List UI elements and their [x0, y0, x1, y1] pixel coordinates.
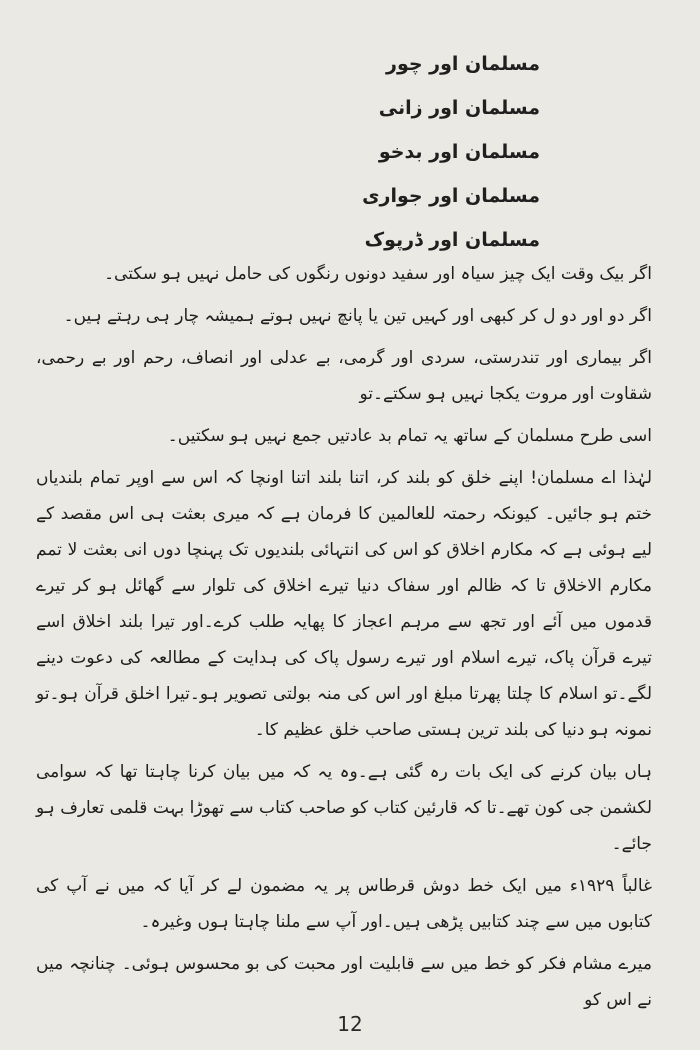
- body-text: [36, 256, 652, 1024]
- paragraph: لہٰذا اے مسلمان! اپنے خلق کو بلند کر، اتنا بلند اتنا اونچا کہ اس سے اوپر تمام بلندیاں ختم ہو جائیں۔ کیونکہ رحمتہ للعالمین کا فرمان ہے کہ میری بعثت ہی اس مقصد کے لیے ہوئی ہے کہ مکارم اخلاق کو اس کی انتہائی بلندیوں تک پہنچا دوں انی بعثت لا تمم مکارم الاخلاق تا کہ ظالم اور سفاک دنیا تیرے اخلاق کی تلوار سے گھائل ہو کر تیرے قدموں میں آئے اور تجھ سے مرہم اعجاز کا پھایہ طلب کرے۔اور تیرا بلند اخلاق اسے تیرے قرآن پاک، تیرے اسلام اور تیرے رسول پاک کی ہدایت کے مطالعہ کی دعوت دینے لگے۔تو اسلام کا چلتا پھرتا مبلغ اور اس کی منہ بولتی تصویر ہو۔تیرا اخلق قرآن ہو۔تو نمونہ ہو دنیا کی بلند ترین ہستی صاحب خلق عظیم کا۔: [36, 468, 652, 740]
- page-number: 12: [337, 1012, 363, 1036]
- paragraph: میرے مشام فکر کو خط میں سے قابلیت اور محبت کی بو محسوس ہوئی۔ چنانچہ میں نے اس کو: [36, 954, 652, 1010]
- list-item: مسلمان اور بدخو: [378, 141, 540, 163]
- list-item: مسلمان اور ڈرپوک: [364, 229, 540, 251]
- paragraph: ہاں بیان کرنے کی ایک بات رہ گئی ہے۔وہ یہ کہ میں بیان کرنا چاہتا تھا کہ سوامی لکشمن جی کون تھے۔تا کہ قارئین کتاب کو صاحب کتاب سے تھوڑا بہت قلمی تعارف ہو جائے۔: [36, 762, 652, 854]
- paragraph: اگر دو اور دو ل کر کبھی اور کہیں تین یا پانچ نہیں ہوتے ہمیشہ چار ہی رہتے ہیں۔: [63, 306, 652, 326]
- paragraph: غالباً ۱۹۲۹ء میں ایک خط دوش قرطاس پر یہ مضمون لے کر آیا کہ میں نے آپ کی کتابوں میں سے چند کتابیں پڑھی ہیں۔اور آپ سے ملنا چاہتا ہوں وغیرہ۔: [36, 876, 652, 932]
- list-item: مسلمان اور چور: [386, 53, 540, 75]
- list-item: مسلمان اور جواری: [362, 185, 540, 207]
- paragraph: اسی طرح مسلمان کے ساتھ یہ تمام بد عادتیں جمع نہیں ہو سکتیں۔: [167, 426, 652, 446]
- heading-list: [240, 42, 540, 262]
- paragraph: اگر بیماری اور تندرستی، سردی اور گرمی، بے عدلی اور انصاف، رحم اور بے رحمی، شقاوت اور مروت یکجا نہیں ہو سکتے۔تو: [36, 348, 652, 404]
- paragraph: اگر بیک وقت ایک چیز سیاہ اور سفید دونوں رنگوں کی حامل نہیں ہو سکتی۔: [104, 264, 652, 284]
- list-item: مسلمان اور زانی: [378, 97, 540, 119]
